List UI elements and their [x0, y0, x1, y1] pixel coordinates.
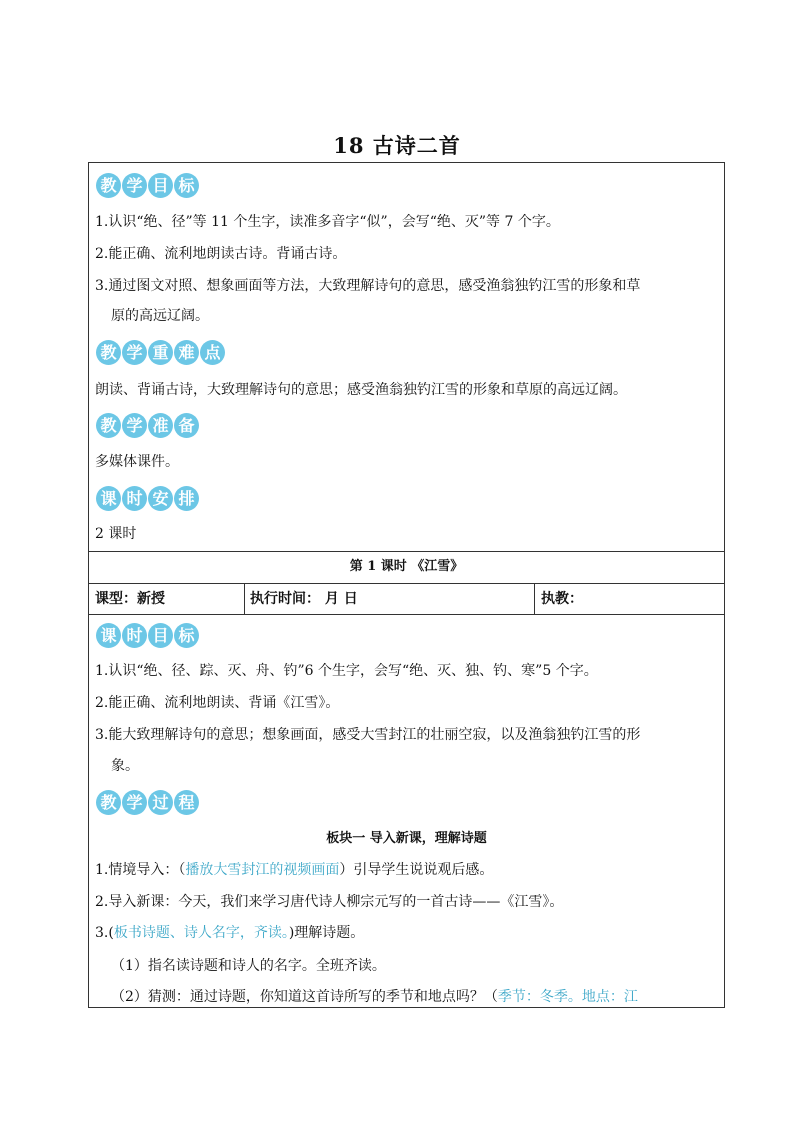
badge-char: 程 [174, 790, 199, 815]
step-highlight: 板书诗题、诗人名字，齐读。 [113, 925, 289, 941]
badge-char: 学 [122, 173, 147, 198]
process-step: 2.导入新课：今天，我们来学习唐代诗人柳宗元写的一首古诗——《江雪》。 [95, 894, 564, 910]
goal-item: 原的高远辽阔。 [111, 308, 209, 324]
process-substep [111, 987, 723, 1007]
badge-char: 重 [148, 340, 173, 365]
goals-heading [96, 173, 199, 198]
execution-time: 执行时间： 月 日 [250, 591, 358, 607]
badge-char: 时 [122, 486, 147, 511]
step-text: 3.( [95, 925, 114, 941]
badge-char: 学 [122, 790, 147, 815]
badge-char: 教 [96, 340, 121, 365]
step-text: （2）猜测：通过诗题，你知道这首诗所写的季节和地点吗？（ [111, 989, 498, 1005]
divider [89, 583, 724, 584]
preparation-heading [96, 413, 199, 438]
lesson-goals-heading [96, 623, 199, 648]
divider [89, 551, 724, 552]
lesson-type: 课型：新授 [95, 591, 165, 607]
process-heading [96, 790, 199, 815]
badge-char: 教 [96, 413, 121, 438]
badge-char: 学 [122, 413, 147, 438]
process-substep: （1）指名读诗题和诗人的名字。全班齐读。 [111, 958, 386, 974]
column-divider [244, 583, 245, 614]
badge-char: 教 [96, 173, 121, 198]
badge-char: 点 [200, 340, 225, 365]
step-highlight: 季节：冬季。地点：江 [497, 989, 638, 1005]
divider [89, 614, 724, 615]
key-points-heading [96, 340, 225, 365]
lesson-header: 第 1 课时 《江雪》 [349, 559, 464, 574]
badge-char: 时 [122, 623, 147, 648]
process-step [95, 860, 493, 880]
lesson-goal-item: 1.认识“绝、径、踪、灭、舟、钓”6 个生字，会写“绝、灭、独、钓、寒”5 个字。 [95, 663, 598, 679]
badge-char: 排 [174, 486, 199, 511]
lesson-plan-table [88, 162, 725, 1008]
badge-char: 安 [148, 486, 173, 511]
goal-item: 2.能正确、流利地朗读古诗。背诵古诗。 [95, 246, 347, 262]
badge-char: 过 [148, 790, 173, 815]
badge-char: 课 [96, 486, 121, 511]
step-text: )理解诗题。 [288, 925, 365, 941]
badge-char: 难 [174, 340, 199, 365]
badge-char: 准 [148, 413, 173, 438]
badge-char: 标 [174, 623, 199, 648]
badge-char: 教 [96, 790, 121, 815]
lesson-goal-item: 3.能大致理解诗句的意思；想象画面，感受大雪封江的壮丽空寂，以及渔翁独钓江雪的形 [95, 727, 641, 743]
badge-char: 学 [122, 340, 147, 365]
column-divider [534, 583, 535, 614]
page-title: 18 古诗二首 [333, 133, 461, 158]
goal-item: 3.通过图文对照、想象画面等方法，大致理解诗句的意思，感受渔翁独钓江雪的形象和草 [95, 278, 641, 294]
block-title: 板块一 导入新课，理解诗题 [326, 831, 487, 846]
schedule-heading [96, 486, 199, 511]
badge-char: 课 [96, 623, 121, 648]
goal-item: 1.认识“绝、径”等 11 个生字，读准多音字“似”，会写“绝、灭”等 7 个字。 [95, 214, 560, 230]
badge-char: 目 [148, 623, 173, 648]
teacher-label: 执教： [541, 591, 583, 607]
badge-char: 备 [174, 413, 199, 438]
badge-char: 标 [174, 173, 199, 198]
step-text: 1.情境导入：（ [95, 862, 186, 878]
key-points-text: 朗读、背诵古诗，大致理解诗句的意思；感受渔翁独钓江雪的形象和草原的高远辽阔。 [95, 382, 627, 398]
lesson-goal-item: 象。 [111, 758, 139, 774]
preparation-text: 多媒体课件。 [95, 454, 179, 470]
lesson-goal-item: 2.能正确、流利地朗读、背诵《江雪》。 [95, 695, 340, 711]
badge-char: 目 [148, 173, 173, 198]
process-step [95, 923, 364, 943]
step-text: ）引导学生说说观后感。 [339, 862, 494, 878]
step-highlight: 播放大雪封江的视频画面 [185, 862, 340, 878]
schedule-text: 2 课时 [95, 526, 137, 542]
